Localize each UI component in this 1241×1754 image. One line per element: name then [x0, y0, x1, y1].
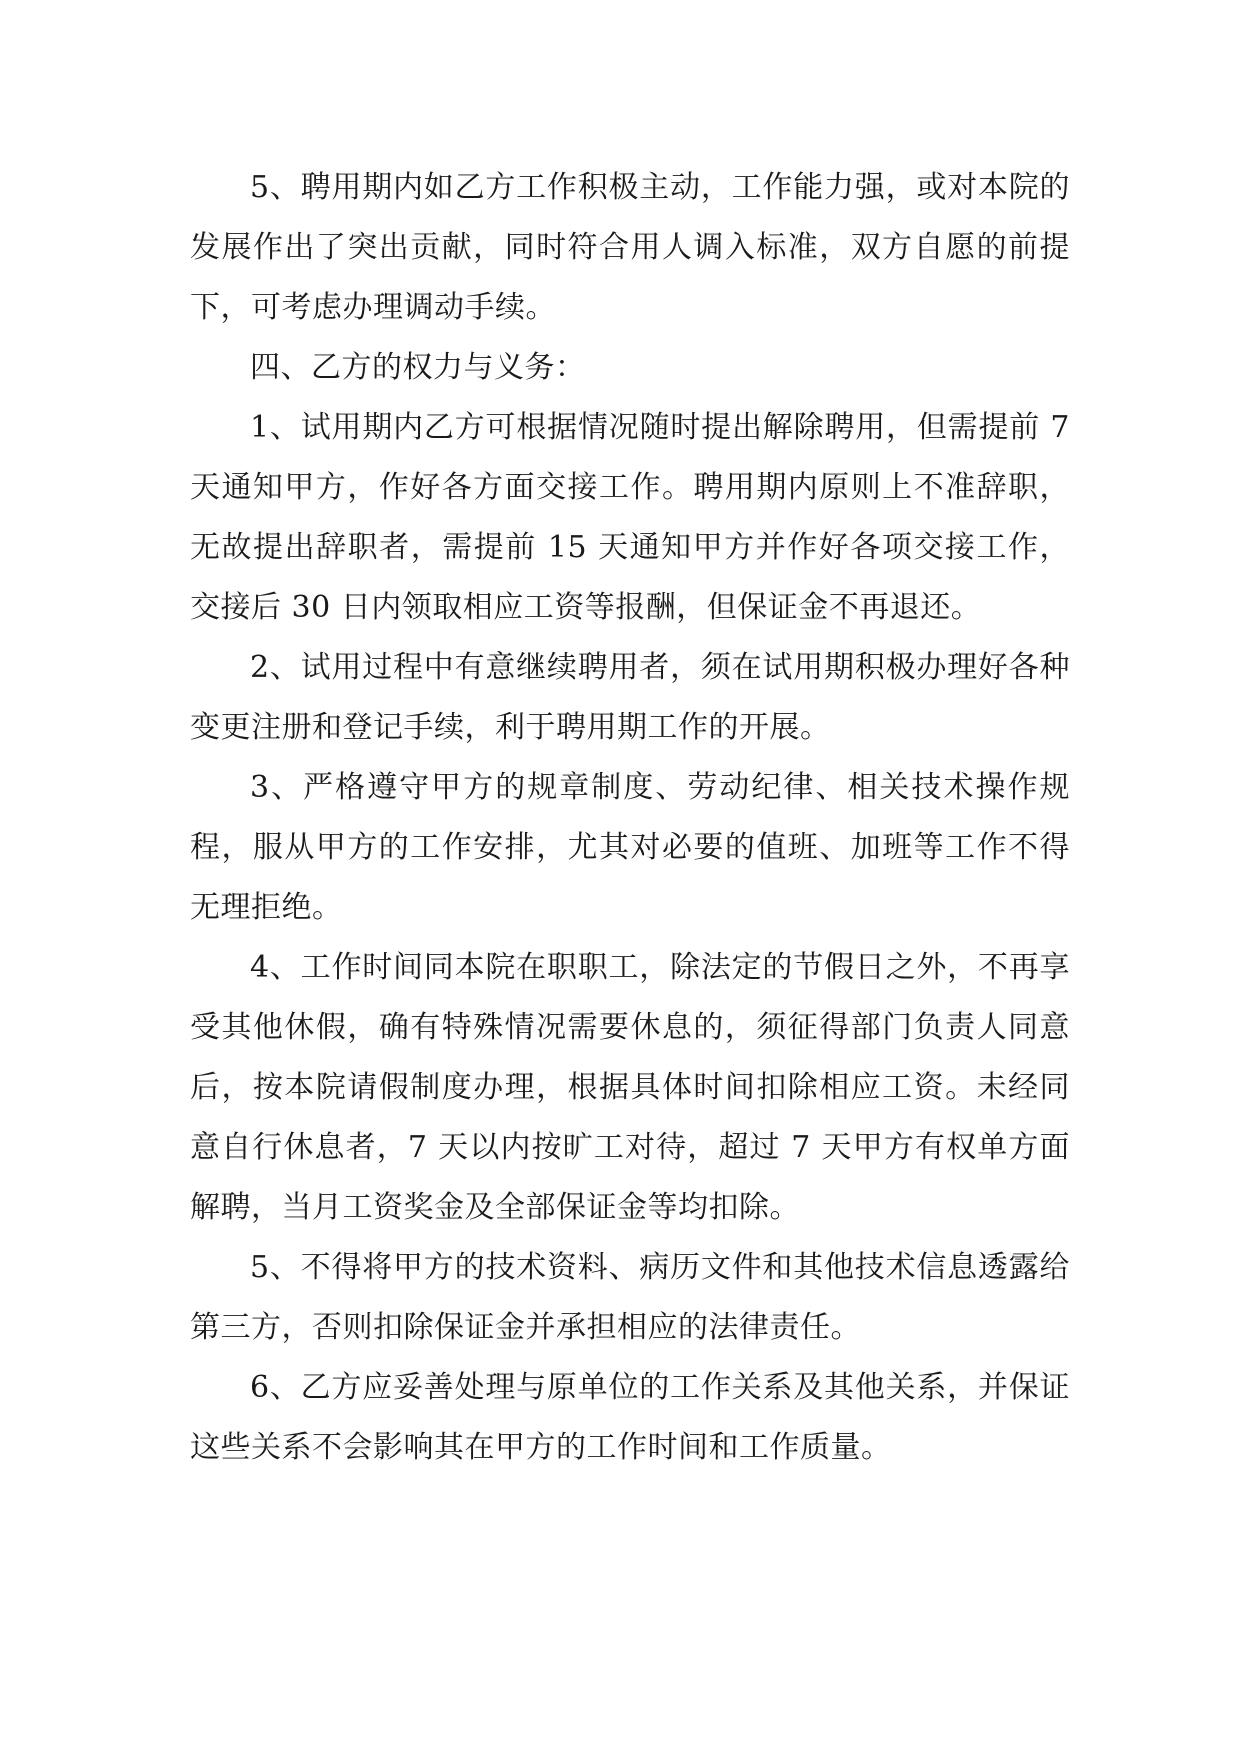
section-heading-party-b-rights: 四、乙方的权力与义务：	[250, 350, 586, 385]
paragraph-working-hours-clause: 4、工作时间同本院在职职工，除法定的节假日之外，不再享受其他休假，确有特殊情况需要休息的，须征得部门负责人同意后，按本院请假制度办理，根据具体时间扣除相应工资。未经同意自行休息者，7 天以内按旷工对待，超过 7 天甲方有权单方面解聘，当月工资奖金及全部保证金等均扣除。	[190, 950, 1070, 1225]
paragraph-resignation-clause: 1、试用期内乙方可根据情况随时提出解除聘用，但需提前 7 天通知甲方，作好各方面交接工作。聘用期内原则上不准辞职，无故提出辞职者，需提前 15 天通知甲方并作好各项交接工作，交接后 30 日内领取相应工资等报酬，但保证金不再退还。	[190, 410, 1070, 625]
document-body	[190, 158, 1070, 1478]
paragraph-prior-employer-clause: 6、乙方应妥善处理与原单位的工作关系及其他关系，并保证这些关系不会影响其在甲方的工作时间和工作质量。	[190, 1370, 1070, 1465]
paragraph-confidentiality-clause: 5、不得将甲方的技术资料、病历文件和其他技术信息透露给第三方，否则扣除保证金并承担相应的法律责任。	[190, 1250, 1070, 1345]
paragraph-transfer-clause: 5、聘用期内如乙方工作积极主动，工作能力强，或对本院的发展作出了突出贡献，同时符合用人调入标准，双方自愿的前提下，可考虑办理调动手续。	[190, 170, 1070, 325]
paragraph-rules-clause: 3、严格遵守甲方的规章制度、劳动纪律、相关技术操作规程，服从甲方的工作安排，尤其对必要的值班、加班等工作不得无理拒绝。	[190, 770, 1070, 925]
paragraph-registration-clause: 2、试用过程中有意继续聘用者，须在试用期积极办理好各种变更注册和登记手续，利于聘用期工作的开展。	[190, 650, 1070, 745]
